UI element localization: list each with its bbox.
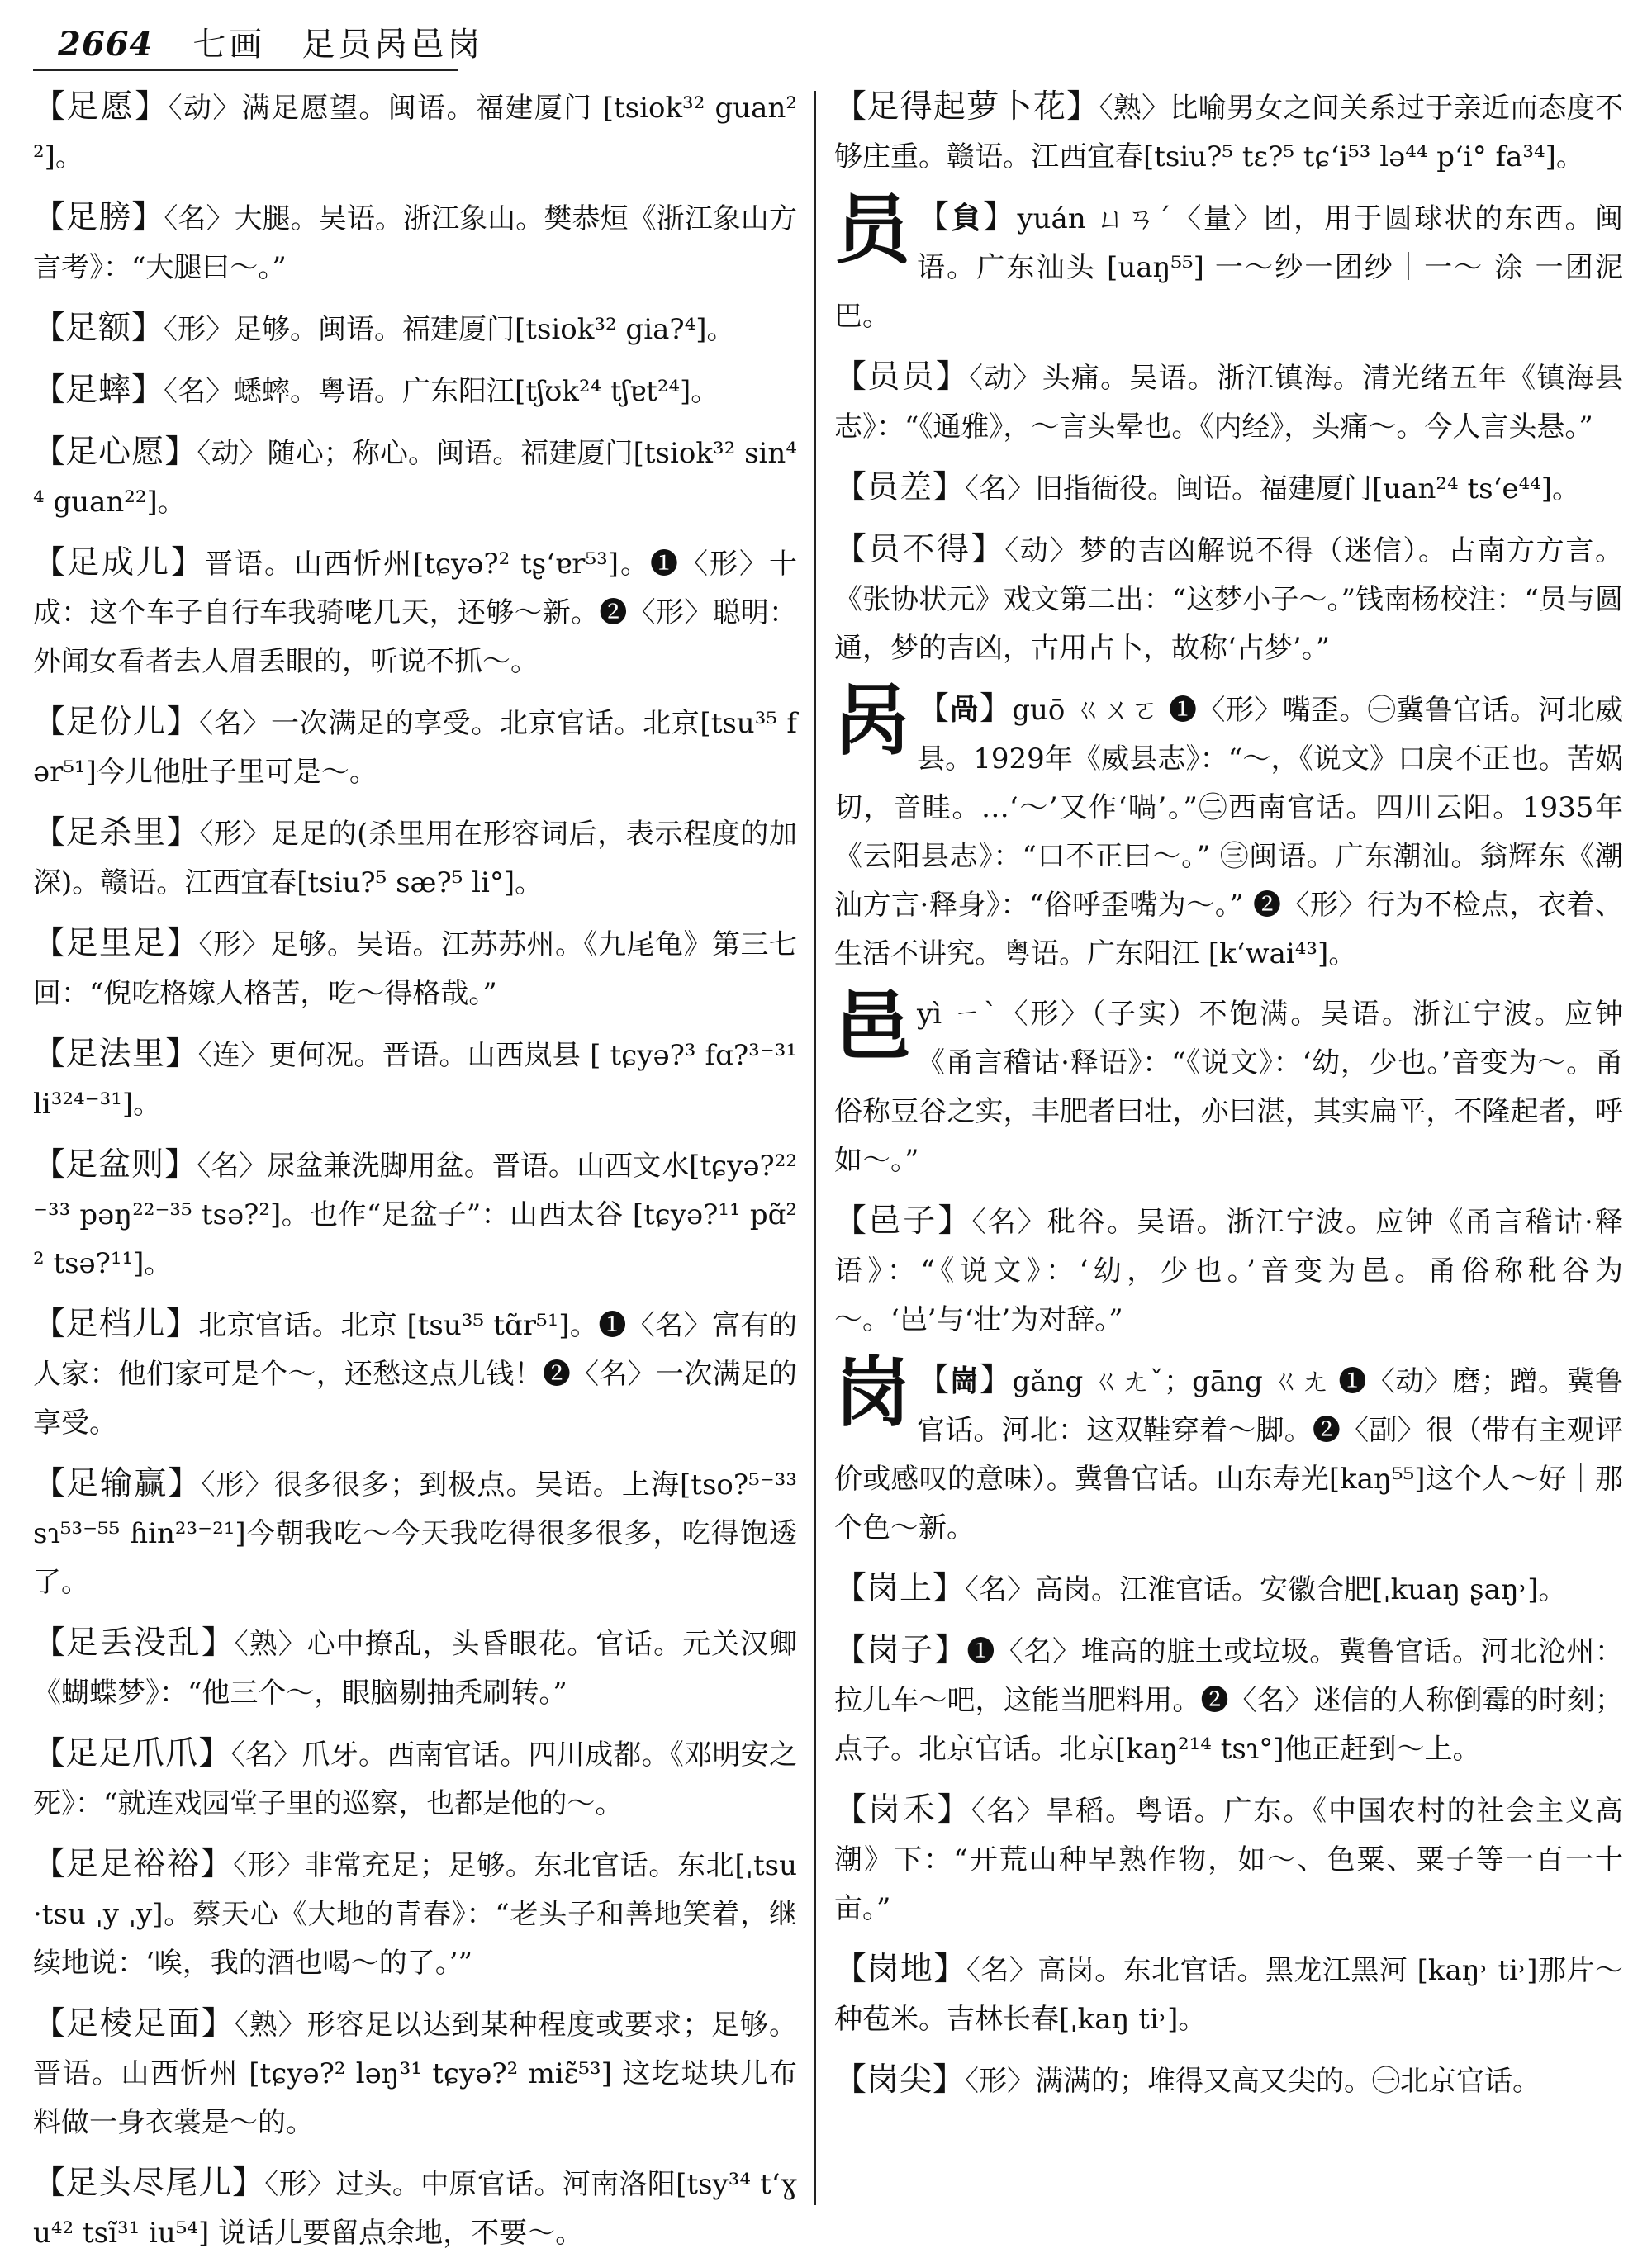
left-column [33,83,797,2250]
bracket-close: 】 [933,1951,966,1988]
entry-headword: 岗地 [866,1951,934,1988]
head-character: 呙 [834,676,911,766]
head-character: 岗 [834,1348,911,1437]
bracket-open: 【 [33,199,66,236]
header-rule [33,69,458,71]
bracket-open: 【 [834,1203,869,1240]
entry-definition: guō ㄍㄨㄛ ❶〈形〉嘴歪。㊀冀鲁官话。河北威县。1929年《威县志》：“～，《说文》口戾不正也。苦娲切，音眭。…‘～’又作‘喎’。”㊁西南官话。四川云阳。1935年《云阳县志》：“口不正曰～。” ㊂闽语。广东潮汕。翁辉东《潮汕方言·释身》：“俗呼歪嘴为～。” ❷〈形〉行为不检点，衣着、生活不讲究。粤语。广东阳江 [kʻwai⁴³]。 [834,694,1623,970]
bracket-open: 【 [33,1465,67,1502]
dictionary-entry [834,1945,1623,2044]
bracket-close: 】 [935,358,969,396]
traditional-form: 咼 [949,692,980,727]
entry-definition: 〈名〉秕谷。吴语。浙江宁波。应钟《甬言稽诂·释语》：“《说文》：‘幼，少也。’音变为邑。甬俗称秕谷为～。‘邑’与‘壮’为对辞。” [834,1206,1623,1336]
bracket-open: 【 [33,1036,66,1073]
dictionary-entry [33,193,797,292]
entry-definition: 北京官话。北京 [tsu³⁵ tɑ̃r⁵¹]。❶〈名〉富有的人家：他们家可是个～，还愁这点儿钱！❷〈名〉一次满足的享受。 [33,1309,797,1440]
bracket-open: 【 [834,469,867,506]
bracket-open: 【 [834,2061,867,2099]
bracket-close: 】 [171,544,206,581]
entry-headword: 足头尽尾儿 [65,2165,232,2202]
entry-definition: 〈名〉蟋蟀。粤语。广东阳江[tʃʊk²⁴ tʃɐt²⁴]。 [164,375,719,408]
bracket-open: 【 [33,2005,66,2042]
bracket-open: 【 [917,690,950,728]
entry-definition: 〈名〉旱稻。粤语。广东。《中国农村的社会主义高潮》下：“开荒山种早熟作物，如～、色粟、粟子等一百一十亩。” [834,1795,1623,1925]
bracket-open: 【 [834,1791,868,1829]
bracket-close: 】 [933,2061,966,2099]
entry-definition: 〈熟〉比喻男女之间关系过于亲近而态度不够庄重。赣语。江西宜春[tsiu?⁵ tɛ?⁵ tɕʻi⁵³ lə⁴⁴ pʻi° fa³⁴]。 [834,92,1623,173]
entry-definition: 〈连〉更何况。晋语。山西岚县 [ tɕyə?³ fɑ?³⁻³¹ li³²⁴⁻³¹]。 [33,1039,797,1121]
entry-definition: 〈形〉足足的(杀里用在形容词后，表示程度的加深)。赣语。江西宜春[tsiu?⁵ sæ?⁵ li°]。 [33,818,797,899]
bracket-close: 】 [938,1203,972,1240]
entry-definition: ❶〈名〉堆高的脏土或垃圾。冀鲁官话。河北沧州：拉儿车～吧，这能当肥料用。❷〈名〉迷信的人称倒霉的时刻；点子。北京官话。北京[kaŋ²¹⁴ tsɿ°]他正赶到～上。 [834,1635,1623,1766]
bracket-close: 】 [165,1036,198,1073]
entry-definition: 〈名〉旧指衙役。闽语。福建厦门[uan²⁴ tsʻe⁴⁴]。 [965,472,1581,505]
bracket-open: 【 [33,704,66,741]
entry-definition: 〈动〉头痛。吴语。浙江镇海。清光绪五年《镇海县志》：“《通雅》，～言头晕也。《内经》，头痛～。今人言头悬。” [834,362,1623,444]
entry-headword: 邑子 [868,1203,938,1240]
entry-definition: 晋语。山西忻州[tɕyə?² tʂʻɐr⁵³]。❶〈形〉十成：这个车子自行车我骑咾几天，还够～新。❷〈形〉聪明：外闻女看者去人眉丢眼的，听说不抓～。 [33,548,797,678]
bracket-open: 【 [33,1306,66,1343]
entry-definition: 〈名〉尿盆兼洗脚用盆。晋语。山西文水[tɕyə?²²⁻³³ pəŋ²²⁻³⁵ tsə?²]。也作“足盆子”：山西太谷 [tɕyə?¹¹ pɑ̃²² tsə?¹¹]。 [33,1150,797,1280]
dictionary-entry [834,463,1623,514]
entry-definition: 〈熟〉形容足以达到某种程度或要求；足够。晋语。山西忻州 [tɕyə?² ləŋ³¹ tɕyə?² miɛ̃⁵³] 这圪垯块儿布料做一身衣裳是～的。 [33,2009,797,2139]
bracket-close: 】 [1066,88,1099,126]
dictionary-entry [834,1197,1623,1345]
head-character: 邑 [834,982,911,1071]
bracket-close: 】 [231,2165,265,2202]
bracket-open: 【 [33,925,66,962]
dictionary-entry [33,1999,797,2147]
character-entry [834,982,1623,1185]
bracket-close: 】 [131,199,164,236]
entry-definition: 〈形〉非常充足；足够。东北官话。东北[ˌtsu ·tsu ˌy ˌy]。蔡天心《大地的青春》：“老头子和善地笑着，继续地说：‘唉，我的酒也喝～的了。’” [33,1849,797,1980]
bracket-close: 】 [165,1306,199,1343]
entry-headword: 足成儿 [67,544,172,581]
entry-headword: 员不得 [867,531,971,568]
dictionary-entry [834,1786,1623,1933]
bracket-close: 】 [933,469,966,506]
entry-definition: 〈动〉梦的吉凶解说不得（迷信）。古南方方言。《张协状元》戏文第二出：“这梦小子～。”钱南杨校注：“员与圆通，梦的吉凶，古用占卜，故称‘占梦’。” [834,534,1623,665]
entry-headword: 足法里 [65,1036,166,1073]
bracket-open: 【 [834,531,868,568]
bracket-close: 】 [131,310,164,347]
entry-headword: 足档儿 [65,1306,166,1343]
dictionary-entry [33,304,797,354]
entry-headword: 员差 [866,469,933,506]
bracket-open: 【 [33,814,66,851]
bracket-open: 【 [33,1625,66,1662]
entry-headword: 员员 [867,358,936,396]
bracket-open: 【 [33,372,66,409]
section-title: 七画 足员呙邑岗 [192,26,484,64]
entry-definition: 〈名〉高岗。东北官话。黑龙江黑河 [kaŋ˒ ti˒]那片～种苞米。吉林长春[ˌkaŋ ti˒]。 [834,1954,1623,2036]
entry-headword: 岗禾 [867,1791,938,1829]
bracket-open: 【 [33,88,67,126]
bracket-close: 】 [164,1146,197,1184]
bracket-close: 】 [164,434,197,471]
bracket-close: 】 [937,1791,971,1829]
bracket-close: 】 [933,1570,966,1607]
dictionary-entry [33,1030,797,1129]
entry-headword: 足份儿 [65,704,167,741]
dictionary-entry [834,1626,1623,1774]
bracket-close: 】 [166,704,200,741]
entry-definition: 〈形〉很多很多；到极点。吴语。上海[tso?⁵⁻³³ sɿ⁵³⁻⁵⁵ ɦin²³⁻²¹]今朝我吃～今天我吃得很多很多，吃得饱透了。 [33,1468,797,1599]
entry-headword: 足足爪爪 [65,1735,199,1772]
page-header [58,18,1611,66]
dictionary-entry [834,1564,1623,1615]
column-divider [814,91,816,2205]
entry-headword: 足额 [65,310,132,347]
entry-definition: 〈熟〉心中撩乱，头昏眼花。官话。元关汉卿《蝴蝶梦》：“他三个～，眼脑剔抽秃刷转。” [33,1628,797,1710]
character-entry [834,185,1623,341]
bracket-open: 【 [834,358,868,396]
entry-definition: yuán ㄩㄢˊ〈量〉团，用于圆球状的东西。闽语。广东汕头 [uaŋ⁵⁵] 一～纱一团纱｜一～ 涂 一团泥巴。 [834,202,1623,333]
bracket-close: 】 [198,1735,231,1772]
entry-headword: 岗尖 [866,2061,933,2099]
bracket-close: 】 [166,925,199,962]
entry-definition: 〈形〉足够。闽语。福建厦门[tsiok³² gia?⁴]。 [164,313,735,346]
dictionary-entry [834,525,1623,673]
entry-headword: 足愿 [66,88,135,126]
dictionary-entry [834,353,1623,452]
dictionary-entry [33,1729,797,1829]
dictionary-entry [33,1840,797,1988]
right-column [834,83,1623,2205]
bracket-open: 【 [834,1570,867,1607]
dictionary-entry [33,809,797,908]
entry-definition: 〈形〉满满的；堆得又高又尖的。㊀北京官话。 [965,2065,1541,2098]
bracket-open: 【 [33,434,66,471]
entry-headword: 足足裕裕 [65,1846,201,1883]
entry-headword: 足蟀 [65,372,132,409]
bracket-open: 【 [834,1632,867,1669]
bracket-close: 】 [201,2005,235,2042]
dictionary-entry [834,2056,1623,2106]
dictionary-entry [33,366,797,416]
bracket-close: 】 [166,814,200,851]
traditional-form: 貟 [951,201,983,235]
entry-definition: 〈名〉大腿。吴语。浙江象山。樊恭烜《浙江象山方言考》：“大腿曰～。” [33,202,797,284]
head-character: 员 [834,185,911,274]
dictionary-entry [33,698,797,797]
dictionary-entry [33,1619,797,1718]
entry-headword: 岗上 [866,1570,933,1607]
bracket-open: 【 [33,1146,66,1184]
bracket-close: 】 [982,199,1018,236]
page-number: 2664 [58,25,154,64]
bracket-open: 【 [33,1735,66,1772]
entry-definition: 〈动〉满足愿望。闽语。福建厦门 [tsiok³² guan²²]。 [33,92,797,173]
bracket-close: 】 [933,1632,967,1669]
entry-definition: 〈形〉过头。中原官话。河南洛阳[tsy³⁴ tʻɣu⁴² tsĩ³¹ iu⁵⁴] 说话儿要留点余地，不要～。 [33,2168,797,2250]
dictionary-entry [33,538,797,686]
bracket-open: 【 [33,310,66,347]
dictionary-entry [834,83,1623,182]
entry-definition: 〈形〉足够。吴语。江苏苏州。《九尾龟》第三七回：“倪吃格嫁人格苦，吃～得格哉。” [33,928,797,1010]
bracket-open: 【 [33,544,68,581]
traditional-form: 崗 [949,1364,980,1398]
entry-definition: 〈名〉爪牙。西南官话。四川成都。《邓明安之死》：“就连戏园堂子里的巡察，也都是他的～。 [33,1739,797,1820]
entry-headword: 足膀 [65,199,132,236]
bracket-close: 】 [135,88,169,126]
entry-headword: 足棱足面 [65,2005,202,2042]
bracket-close: 】 [980,1362,1013,1399]
entry-headword: 岗子 [866,1632,934,1669]
dictionary-entry [33,2159,797,2258]
entry-definition: 〈名〉高岗。江淮官话。安徽合肥[ˌkuaŋ ʂaŋ˒]。 [965,1573,1567,1606]
bracket-close: 】 [168,1465,202,1502]
dictionary-entry [33,1300,797,1448]
character-entry [834,1348,1623,1553]
bracket-open: 【 [33,2165,66,2202]
bracket-open: 【 [834,88,867,126]
entry-headword: 足心愿 [65,434,165,471]
bracket-open: 【 [917,199,952,236]
entry-headword: 足得起萝卜花 [866,88,1067,126]
entry-headword: 足丢没乱 [65,1625,202,1662]
bracket-open: 【 [33,1846,66,1883]
entry-definition: gǎng ㄍㄤˇ；gāng ㄍㄤ ❶〈动〉磨；蹭。冀鲁官话。河北：这双鞋穿着～脚。❷〈副〉很（带有主观评价或感叹的意味）。冀鲁官话。山东寿光[kaŋ⁵⁵]这个人～好｜那个色～新。 [834,1365,1623,1544]
dictionary-entry [33,1141,797,1288]
bracket-close: 】 [131,372,164,409]
entry-headword: 足盆则 [65,1146,165,1184]
bracket-close: 】 [979,690,1013,728]
bracket-close: 】 [201,1625,235,1662]
bracket-open: 【 [917,1362,950,1399]
entry-definition: 〈动〉随心；称心。闽语。福建厦门[tsiok³² sin⁴⁴ guan²²]。 [33,437,797,519]
entry-headword: 足杀里 [65,814,167,851]
dictionary-entry [33,1459,797,1607]
character-entry [834,676,1623,979]
entry-headword: 足里足 [65,925,166,962]
entry-definition: 〈名〉一次满足的享受。北京官话。北京[tsu³⁵ fər⁵¹]今儿他肚子里可是～。 [33,707,797,789]
bracket-close: 】 [971,531,1005,568]
dictionary-entry [33,919,797,1018]
bracket-open: 【 [834,1951,867,1988]
dictionary-entry [33,428,797,527]
entry-headword: 足输赢 [66,1465,169,1502]
dictionary-entry [33,83,797,182]
bracket-close: 】 [200,1846,234,1883]
entry-definition: yì ㄧˋ〈形〉（子实）不饱满。吴语。浙江宁波。应钟《甬言稽诂·释语》：“《说文》：‘幼，少也。’音变为～。甬俗称豆谷之实，丰肥者曰壮，亦曰湛，其实扁平，不隆起者，呼如～。” [834,998,1623,1177]
